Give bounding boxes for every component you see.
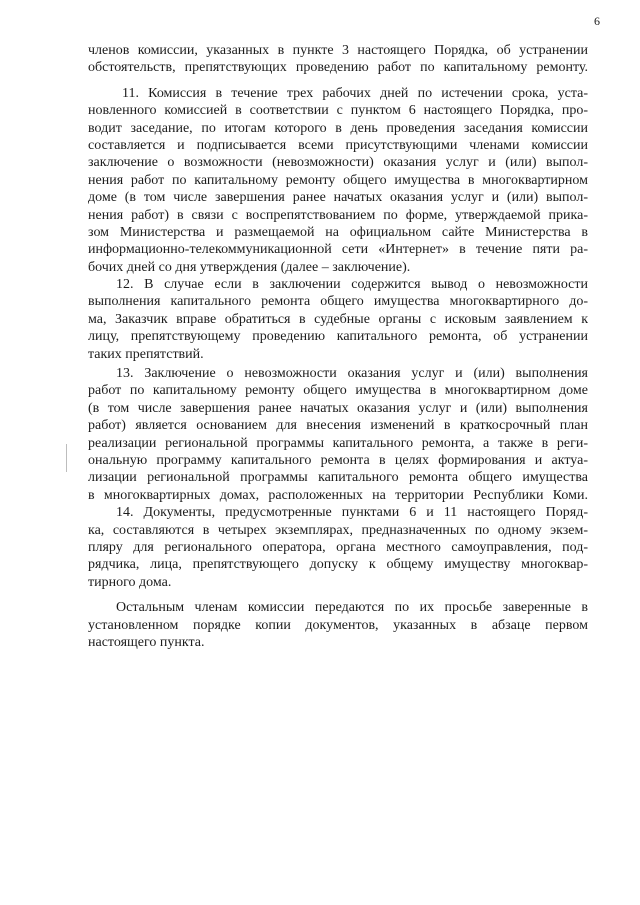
text-line: доме (в том числе завершения ранее начатых оказания услуг и (или) выпол- [88, 190, 588, 206]
text-line: реализации региональной программы капитального ремонта, а также в реги- [88, 435, 588, 451]
text-line: ма, Заказчик вправе обратиться в судебные органы с исковым заявлением к [88, 311, 588, 327]
text-line: рядчика, лица, препятствующего допуску к общему имуществу многоквар- [88, 557, 588, 573]
text-line: (в том числе завершения ранее начатых оказания услуг и (или) выполнения [88, 400, 588, 416]
paragraph-11 [88, 85, 588, 276]
paragraph-continuation [88, 42, 588, 77]
text-line: тирного дома. [88, 574, 172, 590]
text-line: таких препятствий. [88, 346, 204, 362]
text-line: выполнения капитального ремонта общего имущества многоквартирного до- [88, 294, 588, 310]
scan-mark [66, 444, 67, 472]
text-line: 13. Заключение о невозможности оказания услуг и (или) выполнения [116, 366, 588, 382]
text-line: работ) является основанием для внесения изменений в краткосрочный план [88, 418, 588, 434]
text-line: лизации региональной программы капитального ремонта общего имущества [88, 470, 588, 486]
text-line: 14. Документы, предусмотренные пунктами 6 и 11 настоящего Поряд- [116, 505, 588, 521]
paragraph-14-remaining-members [88, 599, 588, 651]
paragraph-14 [88, 504, 588, 591]
text-line: Остальным членам комиссии передаются по их просьбе заверенные в [116, 600, 588, 616]
text-line: ональную программу капитального ремонта в целях формирования и актуа- [88, 452, 588, 468]
text-line: пляру для регионального оператора, органа местного самоуправления, под- [88, 539, 588, 555]
text-line: заключение о возможности (невозможности) оказания услуг и (или) выпол- [88, 155, 588, 171]
text-line: 12. В случае если в заключении содержится вывод о невозможности [116, 277, 588, 293]
text-line: обстоятельств, препятствующих проведению работ по капитальному ремонту. [88, 60, 588, 76]
document-body [88, 42, 588, 651]
text-line: нения работ по капитальному ремонту общего имущества в многоквартирном [88, 172, 588, 188]
text-line: членов комиссии, указанных в пункте 3 настоящего Порядка, об устранении [88, 43, 588, 58]
paragraph-13 [88, 365, 588, 504]
text-line: установленном порядке копии документов, указанных в абзаце первом [88, 617, 588, 633]
text-line: ка, составляются в четырех экземплярах, предназначенных по одному экзем- [88, 522, 588, 538]
text-line: новленного комиссией в соответствии с пунктом 6 настоящего Порядка, про- [88, 103, 588, 119]
text-line: нения работ) в связи с воспрепятствованием по форме, утверждаемой прика- [88, 207, 588, 223]
paragraph-12 [88, 276, 588, 363]
text-line: информационно-телекоммуникационной сети «Интернет» в течение пяти ра- [88, 242, 588, 258]
text-line: лицу, препятствующему проведению капитального ремонта, об устранении [88, 329, 588, 345]
text-line: настоящего пункта. [88, 634, 205, 650]
text-line: составляется и подписывается всеми присутствующими членами комиссии [88, 137, 588, 153]
text-line: в многоквартирных домах, расположенных на территории Республики Коми. [88, 487, 588, 503]
text-line: 11. Комиссия в течение трех рабочих дней по истечении срока, уста- [122, 85, 588, 101]
text-line: бочих дней со дня утверждения (далее – заключение). [88, 259, 411, 275]
text-line: работ по капитальному ремонту общего имущества в многоквартирном доме [88, 383, 588, 399]
text-line: зом Министерства и размещаемой на официальном сайте Министерства в [88, 224, 588, 240]
page-number: 6 [594, 14, 600, 28]
text-line: водит заседание, по итогам которого в день проведения заседания комиссии [88, 120, 588, 136]
